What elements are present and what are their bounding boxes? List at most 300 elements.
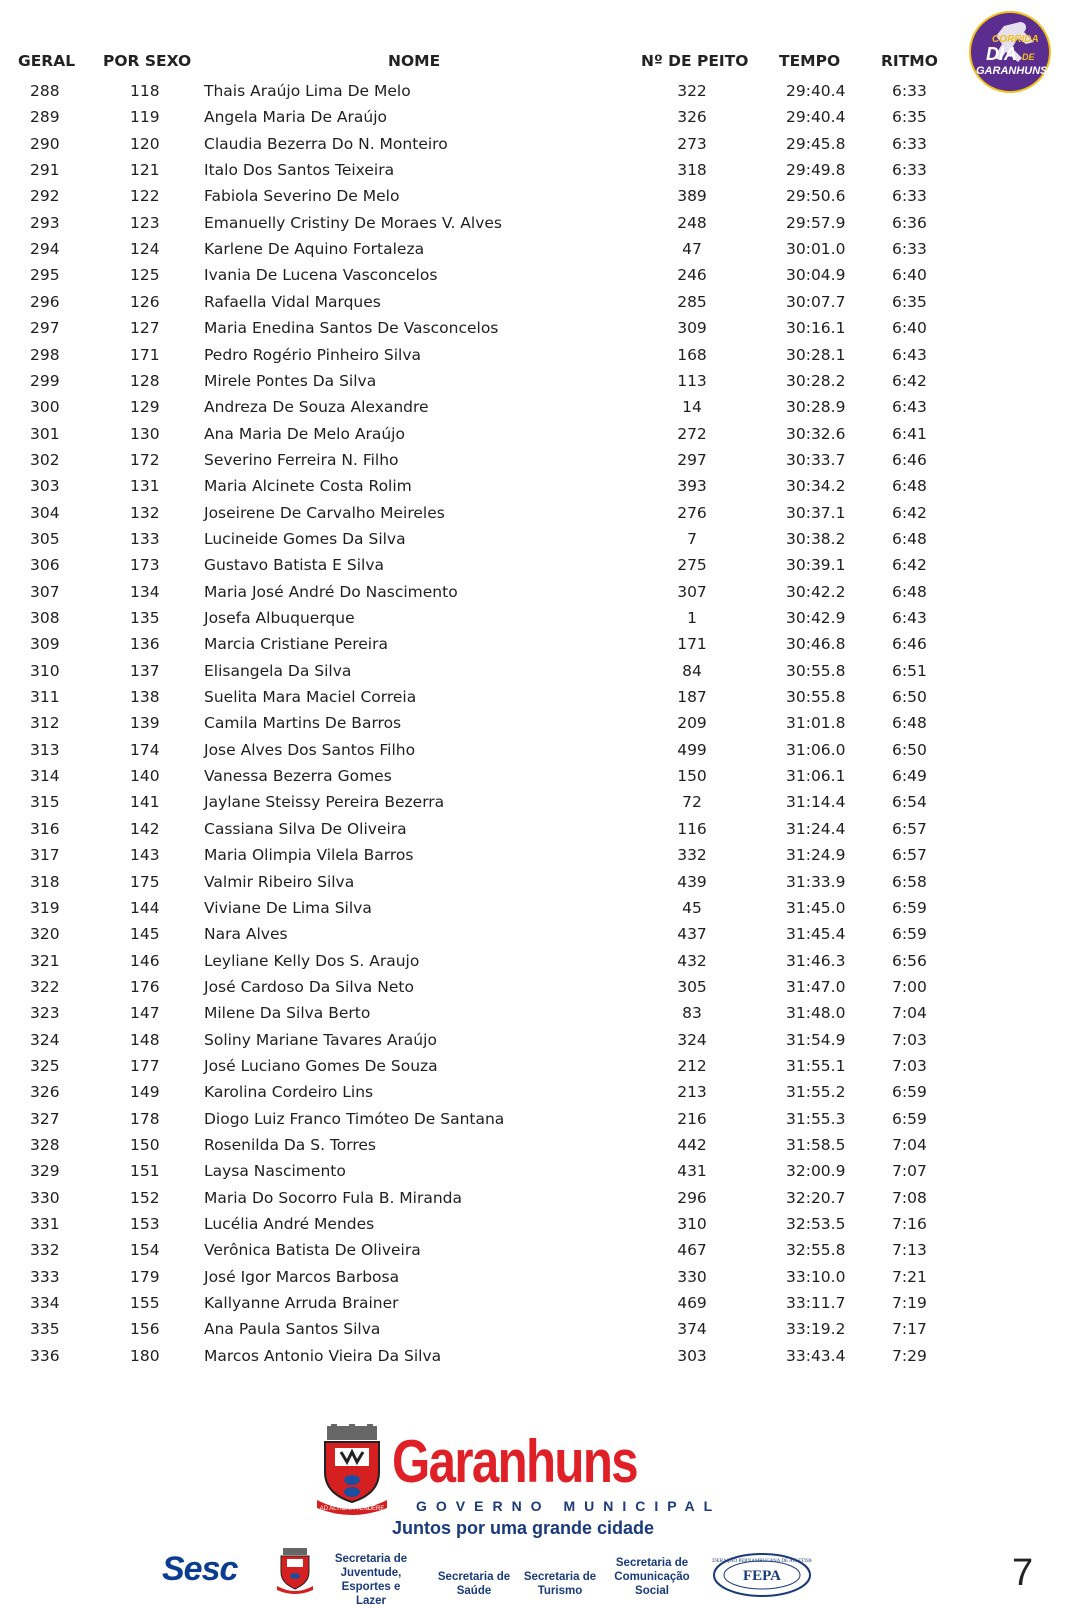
- cell-tempo: 31:45.4: [786, 925, 846, 944]
- cell-nome: Gustavo Batista E Silva: [204, 556, 385, 575]
- cell-geral: 309: [30, 635, 60, 654]
- cell-tempo: 30:33.7: [786, 450, 846, 469]
- cell-geral: 313: [30, 740, 60, 759]
- cell-tempo: 30:46.8: [786, 635, 846, 654]
- cell-por-sexo: 127: [130, 319, 160, 338]
- cell-ritmo: 6:46: [892, 635, 927, 654]
- cell-peito: 297: [677, 450, 707, 469]
- cell-peito: 213: [677, 1083, 707, 1102]
- table-row: [0, 104, 960, 130]
- cell-geral: 336: [30, 1346, 60, 1365]
- cell-peito: 374: [677, 1320, 707, 1339]
- cell-nome: Karlene De Aquino Fortaleza: [204, 240, 425, 259]
- cell-ritmo: 6:43: [892, 609, 927, 627]
- table-row: [0, 526, 960, 552]
- cell-nome: Ana Maria De Melo Araújo: [204, 424, 405, 443]
- cell-ritmo: 6:33: [892, 82, 927, 100]
- table-row: [0, 131, 960, 157]
- cell-tempo: 31:47.0: [786, 977, 846, 996]
- cell-tempo: 31:55.1: [786, 1056, 846, 1075]
- cell-ritmo: 6:59: [892, 1083, 927, 1102]
- cell-ritmo: 6:49: [892, 767, 927, 786]
- cell-por-sexo: 125: [130, 266, 160, 285]
- cell-ritmo: 6:33: [892, 134, 927, 153]
- cell-tempo: 30:42.9: [786, 609, 846, 627]
- cell-por-sexo: 119: [130, 108, 160, 127]
- cell-por-sexo: 152: [130, 1188, 160, 1207]
- cell-geral: 299: [30, 371, 60, 390]
- table-row: [0, 262, 960, 288]
- table-row: [0, 789, 960, 815]
- cell-geral: 328: [30, 1136, 60, 1154]
- cell-por-sexo: 134: [130, 582, 160, 601]
- cell-peito: 393: [677, 477, 707, 496]
- cell-ritmo: 6:59: [892, 898, 927, 917]
- cell-ritmo: 6:33: [892, 187, 927, 206]
- table-row: [0, 737, 960, 763]
- cell-ritmo: 6:42: [892, 556, 927, 575]
- cell-tempo: 32:20.7: [786, 1188, 846, 1207]
- cell-nome: Maria José André Do Nascimento: [204, 582, 458, 601]
- table-row: [0, 1211, 960, 1237]
- cell-tempo: 30:34.2: [786, 477, 846, 496]
- table-row: [0, 684, 960, 710]
- cell-nome: Marcia Cristiane Pereira: [204, 635, 388, 654]
- cell-peito: 326: [677, 108, 707, 127]
- table-row: [0, 342, 960, 368]
- cell-por-sexo: 142: [130, 819, 160, 838]
- cell-peito: 7: [687, 529, 697, 548]
- table-row: [0, 631, 960, 657]
- cell-ritmo: 6:43: [892, 345, 927, 364]
- cell-peito: 432: [677, 951, 707, 970]
- cell-nome: Vanessa Bezerra Gomes: [204, 767, 392, 786]
- cell-ritmo: 6:43: [892, 398, 927, 417]
- cell-peito: 310: [677, 1215, 707, 1234]
- cell-nome: Elisangela Da Silva: [204, 661, 352, 680]
- cell-tempo: 30:37.1: [786, 503, 846, 522]
- cell-nome: Claudia Bezerra Do N. Monteiro: [204, 134, 448, 153]
- cell-peito: 45: [682, 898, 702, 917]
- event-logo: [958, 8, 1062, 94]
- cell-peito: 47: [682, 240, 702, 259]
- cell-geral: 333: [30, 1267, 60, 1286]
- cell-peito: 275: [677, 556, 707, 575]
- cell-nome: Rosenilda Da S. Torres: [204, 1136, 376, 1154]
- crest-motto: AD ALTIORA TENDERE: [319, 1506, 385, 1512]
- cell-tempo: 31:06.0: [786, 740, 846, 759]
- cell-geral: 300: [30, 398, 60, 417]
- cell-geral: 317: [30, 846, 60, 865]
- cell-por-sexo: 148: [130, 1030, 160, 1049]
- cell-nome: José Luciano Gomes De Souza: [204, 1056, 438, 1075]
- cell-ritmo: 6:59: [892, 1109, 927, 1128]
- cell-nome: Maria Enedina Santos De Vasconcelos: [204, 319, 499, 338]
- cell-peito: 389: [677, 187, 707, 206]
- cell-tempo: 30:04.9: [786, 266, 846, 285]
- cell-geral: 308: [30, 609, 60, 627]
- cell-tempo: 32:00.9: [786, 1162, 846, 1181]
- brand-tagline: Juntos por uma grande cidade: [392, 1518, 655, 1538]
- cell-peito: 431: [677, 1162, 707, 1181]
- cell-nome: Thais Araújo Lima De Melo: [204, 82, 411, 100]
- secretaria-saude: Secretaria de Saúde: [437, 1571, 511, 1597]
- cell-peito: 171: [677, 635, 707, 654]
- cell-geral: 291: [30, 161, 60, 180]
- secretaria-turismo: Secretaria de Turismo: [523, 1571, 597, 1597]
- table-row: [0, 1290, 960, 1316]
- cell-ritmo: 7:03: [892, 1030, 927, 1049]
- cell-nome: Cassiana Silva De Oliveira: [204, 819, 407, 838]
- table-row: [0, 552, 960, 578]
- cell-tempo: 29:40.4: [786, 108, 846, 127]
- cell-geral: 288: [30, 82, 60, 100]
- cell-tempo: 29:57.9: [786, 213, 846, 232]
- cell-peito: 216: [677, 1109, 707, 1128]
- table-row: [0, 447, 960, 473]
- cell-tempo: 31:55.2: [786, 1083, 846, 1102]
- cell-tempo: 31:14.4: [786, 793, 846, 812]
- cell-por-sexo: 155: [130, 1294, 160, 1313]
- table-row: [0, 157, 960, 183]
- cell-ritmo: 6:48: [892, 582, 927, 601]
- cell-peito: 212: [677, 1056, 707, 1075]
- table-row: [0, 842, 960, 868]
- cell-peito: 437: [677, 925, 707, 944]
- cell-por-sexo: 174: [130, 740, 160, 759]
- cell-ritmo: 7:16: [892, 1215, 927, 1234]
- cell-peito: 499: [677, 740, 707, 759]
- cell-tempo: 31:06.1: [786, 767, 846, 786]
- cell-peito: 248: [677, 213, 707, 232]
- cell-geral: 332: [30, 1241, 60, 1260]
- cell-ritmo: 6:48: [892, 529, 927, 548]
- cell-por-sexo: 124: [130, 240, 160, 259]
- event-logo-line3: DE: [1022, 52, 1035, 62]
- cell-geral: 329: [30, 1162, 60, 1181]
- cell-peito: 276: [677, 503, 707, 522]
- table-row: [0, 579, 960, 605]
- cell-tempo: 31:33.9: [786, 872, 846, 891]
- cell-ritmo: 7:07: [892, 1162, 927, 1181]
- cell-por-sexo: 150: [130, 1136, 160, 1154]
- cell-geral: 302: [30, 450, 60, 469]
- cell-peito: 273: [677, 134, 707, 153]
- cell-por-sexo: 171: [130, 345, 160, 364]
- fepa-logo: [712, 1552, 812, 1598]
- cell-tempo: 33:11.7: [786, 1294, 846, 1313]
- cell-ritmo: 6:48: [892, 477, 927, 496]
- sesc-logo: Sesc: [162, 1550, 238, 1588]
- cell-tempo: 30:42.2: [786, 582, 846, 601]
- cell-geral: 294: [30, 240, 60, 259]
- cell-nome: Fabiola Severino De Melo: [204, 187, 400, 206]
- table-row: [0, 869, 960, 895]
- cell-por-sexo: 180: [130, 1346, 160, 1365]
- cell-geral: 290: [30, 134, 60, 153]
- cell-nome: Jose Alves Dos Santos Filho: [204, 740, 416, 759]
- cell-geral: 295: [30, 266, 60, 285]
- cell-por-sexo: 147: [130, 1004, 160, 1023]
- cell-ritmo: 7:19: [892, 1294, 927, 1313]
- secretaria-juventude: Secretaria de Juventude, Esportes e Lazer: [334, 1553, 408, 1607]
- event-logo-line2: DIA: [986, 44, 1017, 64]
- cell-geral: 307: [30, 582, 60, 601]
- cell-por-sexo: 128: [130, 371, 160, 390]
- cell-ritmo: 7:17: [892, 1320, 927, 1339]
- cell-tempo: 29:40.4: [786, 82, 846, 100]
- brand-name: Garanhuns: [392, 1428, 637, 1495]
- cell-nome: Leyliane Kelly Dos S. Araujo: [204, 951, 420, 970]
- table-row: [0, 500, 960, 526]
- cell-nome: Marcos Antonio Vieira Da Silva: [204, 1346, 442, 1365]
- cell-por-sexo: 122: [130, 187, 160, 206]
- cell-nome: José Igor Marcos Barbosa: [204, 1267, 400, 1286]
- cell-tempo: 30:55.8: [786, 661, 846, 680]
- cell-peito: 72: [682, 793, 702, 812]
- cell-geral: 314: [30, 767, 60, 786]
- page-number: 7: [1012, 1552, 1034, 1594]
- cell-geral: 335: [30, 1320, 60, 1339]
- cell-geral: 324: [30, 1030, 60, 1049]
- cell-peito: 469: [677, 1294, 707, 1313]
- cell-nome: Maria Do Socorro Fula B. Miranda: [204, 1188, 463, 1207]
- cell-nome: Joseirene De Carvalho Meireles: [204, 503, 445, 522]
- cell-nome: Angela Maria De Araújo: [204, 108, 387, 127]
- cell-peito: 318: [677, 161, 707, 180]
- cell-geral: 303: [30, 477, 60, 496]
- header-nome: NOME: [388, 52, 441, 70]
- cell-tempo: 31:55.3: [786, 1109, 846, 1128]
- cell-geral: 310: [30, 661, 60, 680]
- cell-tempo: 29:49.8: [786, 161, 846, 180]
- cell-tempo: 31:24.4: [786, 819, 846, 838]
- cell-peito: 324: [677, 1030, 707, 1049]
- cell-por-sexo: 172: [130, 450, 160, 469]
- cell-tempo: 31:24.9: [786, 846, 846, 865]
- table-row: [0, 605, 960, 631]
- cell-nome: Suelita Mara Maciel Correia: [204, 688, 417, 707]
- table-row: [0, 421, 960, 447]
- cell-ritmo: 6:56: [892, 951, 927, 970]
- table-row: [0, 1079, 960, 1105]
- cell-peito: 285: [677, 292, 707, 311]
- cell-ritmo: 7:21: [892, 1267, 927, 1286]
- cell-por-sexo: 143: [130, 846, 160, 865]
- cell-ritmo: 7:29: [892, 1346, 927, 1365]
- event-logo-line1: CORRIDA: [992, 34, 1039, 45]
- cell-por-sexo: 141: [130, 793, 160, 812]
- cell-por-sexo: 138: [130, 688, 160, 707]
- cell-geral: 331: [30, 1215, 60, 1234]
- cell-geral: 304: [30, 503, 60, 522]
- cell-por-sexo: 137: [130, 661, 160, 680]
- cell-geral: 320: [30, 925, 60, 944]
- cell-peito: 467: [677, 1241, 707, 1260]
- table-row: [0, 1106, 960, 1132]
- table-row: [0, 1316, 960, 1342]
- table-row: [0, 236, 960, 262]
- cell-ritmo: 6:54: [892, 793, 927, 812]
- cell-nome: Kallyanne Arruda Brainer: [204, 1294, 399, 1313]
- cell-geral: 298: [30, 345, 60, 364]
- table-row: [0, 1000, 960, 1026]
- cell-por-sexo: 126: [130, 292, 160, 311]
- cell-por-sexo: 139: [130, 714, 160, 733]
- cell-peito: 168: [677, 345, 707, 364]
- cell-nome: Rafaella Vidal Marques: [204, 292, 381, 311]
- cell-geral: 326: [30, 1083, 60, 1102]
- cell-ritmo: 6:42: [892, 503, 927, 522]
- cell-por-sexo: 154: [130, 1241, 160, 1260]
- cell-ritmo: 6:40: [892, 266, 927, 285]
- cell-geral: 293: [30, 213, 60, 232]
- cell-tempo: 29:45.8: [786, 134, 846, 153]
- table-row: [0, 394, 960, 420]
- cell-por-sexo: 175: [130, 872, 160, 891]
- cell-por-sexo: 178: [130, 1109, 160, 1128]
- table-row: [0, 368, 960, 394]
- cell-ritmo: 7:03: [892, 1056, 927, 1075]
- cell-geral: 323: [30, 1004, 60, 1023]
- table-row: [0, 78, 960, 104]
- cell-ritmo: 6:50: [892, 740, 927, 759]
- cell-peito: 330: [677, 1267, 707, 1286]
- cell-por-sexo: 151: [130, 1162, 160, 1181]
- small-crest-icon: [275, 1546, 315, 1596]
- cell-por-sexo: 133: [130, 529, 160, 548]
- cell-peito: 442: [677, 1136, 707, 1154]
- cell-nome: Camila Martins De Barros: [204, 714, 402, 733]
- cell-tempo: 30:07.7: [786, 292, 846, 311]
- cell-nome: Valmir Ribeiro Silva: [204, 872, 355, 891]
- cell-peito: 14: [682, 398, 702, 417]
- cell-nome: Jaylane Steissy Pereira Bezerra: [204, 793, 445, 812]
- cell-nome: Soliny Mariane Tavares Araújo: [204, 1030, 437, 1049]
- cell-peito: 116: [677, 819, 707, 838]
- cell-ritmo: 7:13: [892, 1241, 927, 1260]
- event-logo-line4: GARANHUNS: [976, 65, 1048, 77]
- cell-geral: 321: [30, 951, 60, 970]
- cell-geral: 334: [30, 1294, 60, 1313]
- header-por-sexo: POR SEXO: [103, 52, 192, 70]
- cell-nome: Nara Alves: [204, 925, 288, 944]
- municipal-crest-icon: [313, 1424, 391, 1516]
- cell-peito: 305: [677, 977, 707, 996]
- cell-ritmo: 6:35: [892, 108, 927, 127]
- cell-nome: Andreza De Souza Alexandre: [204, 398, 429, 417]
- cell-por-sexo: 176: [130, 977, 160, 996]
- cell-tempo: 33:10.0: [786, 1267, 846, 1286]
- cell-nome: Verônica Batista De Oliveira: [204, 1241, 421, 1260]
- cell-ritmo: 6:41: [892, 424, 927, 443]
- cell-peito: 246: [677, 266, 707, 285]
- cell-geral: 289: [30, 108, 60, 127]
- cell-peito: 307: [677, 582, 707, 601]
- table-row: [0, 921, 960, 947]
- table-row: [0, 1264, 960, 1290]
- cell-ritmo: 6:35: [892, 292, 927, 311]
- cell-ritmo: 6:58: [892, 872, 927, 891]
- cell-por-sexo: 131: [130, 477, 160, 496]
- cell-geral: 325: [30, 1056, 60, 1075]
- cell-por-sexo: 145: [130, 925, 160, 944]
- cell-por-sexo: 121: [130, 161, 160, 180]
- cell-peito: 83: [682, 1004, 702, 1023]
- cell-nome: Josefa Albuquerque: [204, 609, 355, 627]
- cell-ritmo: 6:57: [892, 819, 927, 838]
- secretaria-comunicacao: Secretaria de Comunicação Social: [614, 1557, 690, 1597]
- cell-por-sexo: 118: [130, 82, 160, 100]
- cell-tempo: 33:43.4: [786, 1346, 846, 1365]
- cell-ritmo: 7:08: [892, 1188, 927, 1207]
- cell-ritmo: 6:42: [892, 371, 927, 390]
- cell-nome: Maria Olimpia Vilela Barros: [204, 846, 414, 865]
- cell-geral: 322: [30, 977, 60, 996]
- table-row: [0, 895, 960, 921]
- cell-por-sexo: 140: [130, 767, 160, 786]
- cell-tempo: 30:28.9: [786, 398, 846, 417]
- table-row: [0, 315, 960, 341]
- table-row: [0, 948, 960, 974]
- cell-geral: 319: [30, 898, 60, 917]
- table-row: [0, 710, 960, 736]
- cell-peito: 303: [677, 1346, 707, 1365]
- cell-peito: 209: [677, 714, 707, 733]
- cell-geral: 316: [30, 819, 60, 838]
- cell-peito: 1: [687, 609, 697, 627]
- cell-tempo: 31:01.8: [786, 714, 846, 733]
- cell-ritmo: 6:40: [892, 319, 927, 338]
- cell-nome: Viviane De Lima Silva: [204, 898, 372, 917]
- table-row: [0, 1237, 960, 1263]
- cell-peito: 150: [677, 767, 707, 786]
- cell-nome: Milene Da Silva Berto: [204, 1004, 371, 1023]
- cell-tempo: 33:19.2: [786, 1320, 846, 1339]
- cell-tempo: 32:55.8: [786, 1241, 846, 1260]
- cell-ritmo: 7:04: [892, 1136, 927, 1154]
- cell-peito: 439: [677, 872, 707, 891]
- cell-nome: Emanuelly Cristiny De Moraes V. Alves: [204, 213, 502, 232]
- cell-ritmo: 6:50: [892, 688, 927, 707]
- cell-geral: 327: [30, 1109, 60, 1128]
- header-peito: Nº DE PEITO: [641, 52, 749, 70]
- cell-por-sexo: 144: [130, 898, 160, 917]
- cell-ritmo: 7:04: [892, 1004, 927, 1023]
- cell-tempo: 30:39.1: [786, 556, 846, 575]
- cell-geral: 297: [30, 319, 60, 338]
- cell-por-sexo: 177: [130, 1056, 160, 1075]
- cell-geral: 318: [30, 872, 60, 891]
- cell-geral: 330: [30, 1188, 60, 1207]
- cell-por-sexo: 123: [130, 213, 160, 232]
- cell-nome: Laysa Nascimento: [204, 1162, 346, 1181]
- cell-ritmo: 6:46: [892, 450, 927, 469]
- cell-ritmo: 6:59: [892, 925, 927, 944]
- header-tempo: TEMPO: [779, 52, 841, 70]
- header-geral: GERAL: [18, 52, 76, 70]
- cell-nome: Italo Dos Santos Teixeira: [204, 161, 395, 180]
- cell-geral: 306: [30, 556, 60, 575]
- cell-tempo: 31:48.0: [786, 1004, 846, 1023]
- table-row: [0, 1027, 960, 1053]
- cell-ritmo: 6:51: [892, 661, 927, 680]
- table-row: [0, 1158, 960, 1184]
- cell-tempo: 31:45.0: [786, 898, 846, 917]
- table-row: [0, 289, 960, 315]
- cell-por-sexo: 135: [130, 609, 160, 627]
- cell-ritmo: 7:00: [892, 977, 927, 996]
